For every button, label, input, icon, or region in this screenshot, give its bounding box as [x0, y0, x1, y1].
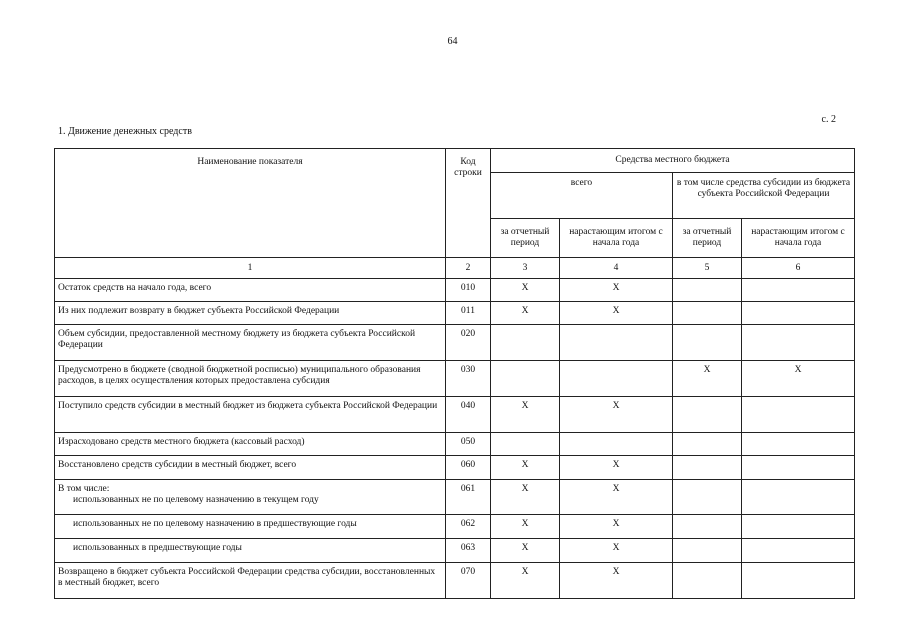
table-row — [55, 279, 855, 302]
cell-col6 — [742, 433, 855, 456]
cell-col6 — [742, 539, 855, 563]
row-code: 070 — [446, 563, 491, 599]
col-number: 2 — [446, 258, 491, 279]
row-name: Израсходовано средств местного бюджета (кассовый расход) — [55, 433, 446, 456]
cell-col4: X — [560, 397, 673, 433]
row-name: Из них подлежит возврату в бюджет субъекта Российской Федерации — [55, 302, 446, 325]
cell-col6 — [742, 480, 855, 515]
header-reporting-period: за отчетный период — [491, 219, 560, 258]
row-code: 011 — [446, 302, 491, 325]
cell-col3: X — [491, 302, 560, 325]
cell-col5 — [673, 433, 742, 456]
cell-col4 — [560, 325, 673, 361]
header-local-budget: Средства местного бюджета — [491, 149, 855, 173]
cell-col3 — [491, 433, 560, 456]
table-row — [55, 563, 855, 599]
row-name-heading: В том числе: — [58, 484, 110, 494]
cell-col3 — [491, 361, 560, 397]
cell-col4: X — [560, 480, 673, 515]
cell-col5 — [673, 325, 742, 361]
cell-col5 — [673, 515, 742, 539]
row-code: 010 — [446, 279, 491, 302]
cell-col3: X — [491, 539, 560, 563]
row-code: 061 — [446, 480, 491, 515]
header-cumulative: нарастающим итогом с начала года — [560, 219, 673, 258]
cell-col5 — [673, 397, 742, 433]
row-code: 060 — [446, 456, 491, 480]
column-number-row — [55, 258, 855, 279]
row-code: 050 — [446, 433, 491, 456]
cell-col5 — [673, 539, 742, 563]
cell-col4: X — [560, 456, 673, 480]
row-code: 020 — [446, 325, 491, 361]
cell-col3: X — [491, 563, 560, 599]
row-name: Возвращено в бюджет субъекта Российской Федерации средства субсидии, восстановленных в местный бюджет, всего — [55, 563, 446, 599]
header-cumulative-subsidy: нарастающим итогом с начала года — [742, 219, 855, 258]
cash-flow-table — [54, 148, 855, 599]
section-title: 1. Движение денежных средств — [58, 126, 192, 137]
cell-col6 — [742, 515, 855, 539]
header-total: всего — [491, 173, 673, 219]
cell-col4: X — [560, 539, 673, 563]
cell-col5 — [673, 480, 742, 515]
cell-col6 — [742, 563, 855, 599]
cell-col4: X — [560, 279, 673, 302]
cell-col3: X — [491, 456, 560, 480]
page-reference: с. 2 — [821, 114, 836, 125]
row-code: 030 — [446, 361, 491, 397]
cell-col4 — [560, 361, 673, 397]
col-number: 1 — [55, 258, 446, 279]
cell-col4 — [560, 433, 673, 456]
cell-col4: X — [560, 563, 673, 599]
row-name: использованных в предшествующие годы — [55, 539, 446, 563]
header-row-code: Код строки — [446, 149, 491, 258]
header-subsidy: в том числе средства субсидии из бюджета субъекта Российской Федерации — [673, 173, 855, 219]
cell-col3 — [491, 325, 560, 361]
cell-col6 — [742, 279, 855, 302]
cell-col6 — [742, 302, 855, 325]
row-name: Объем субсидии, предоставленной местному бюджету из бюджета субъекта Российской Федерации — [55, 325, 446, 361]
cell-col5 — [673, 563, 742, 599]
col-number: 3 — [491, 258, 560, 279]
cell-col4: X — [560, 302, 673, 325]
table-row — [55, 515, 855, 539]
table-row — [55, 480, 855, 515]
cell-col3: X — [491, 397, 560, 433]
cell-col3: X — [491, 515, 560, 539]
row-code: 040 — [446, 397, 491, 433]
cell-col5 — [673, 456, 742, 480]
cell-col6 — [742, 456, 855, 480]
cell-col3: X — [491, 480, 560, 515]
row-name: Предусмотрено в бюджете (сводной бюджетной росписью) муниципального образования расходов, в целях осуществления которых предоставлена субсидия — [55, 361, 446, 397]
header-indicator-name: Наименование показателя — [55, 149, 446, 258]
row-name-detail: использованных не по целевому назначению в текущем году — [73, 494, 319, 505]
col-number: 6 — [742, 258, 855, 279]
cell-col6 — [742, 325, 855, 361]
page-number: 64 — [447, 36, 458, 47]
col-number: 4 — [560, 258, 673, 279]
cell-col5 — [673, 279, 742, 302]
table-row — [55, 397, 855, 433]
table-row — [55, 433, 855, 456]
header-reporting-period-subsidy: за отчетный период — [673, 219, 742, 258]
row-name: Поступило средств субсидии в местный бюджет из бюджета субъекта Российской Федерации — [55, 397, 446, 433]
table-row — [55, 361, 855, 397]
table-row — [55, 302, 855, 325]
table-row — [55, 539, 855, 563]
cell-col6: X — [742, 361, 855, 397]
cell-col5 — [673, 302, 742, 325]
cell-col4: X — [560, 515, 673, 539]
row-code: 063 — [446, 539, 491, 563]
row-code: 062 — [446, 515, 491, 539]
cell-col5: X — [673, 361, 742, 397]
row-name: Восстановлено средств субсидии в местный бюджет, всего — [55, 456, 446, 480]
col-number: 5 — [673, 258, 742, 279]
table-row — [55, 325, 855, 361]
row-name: использованных не по целевому назначению в предшествующие годы — [55, 515, 446, 539]
table-row — [55, 456, 855, 480]
cell-col6 — [742, 397, 855, 433]
row-name: Остаток средств на начало года, всего — [55, 279, 446, 302]
row-name — [55, 480, 446, 515]
cell-col3: X — [491, 279, 560, 302]
